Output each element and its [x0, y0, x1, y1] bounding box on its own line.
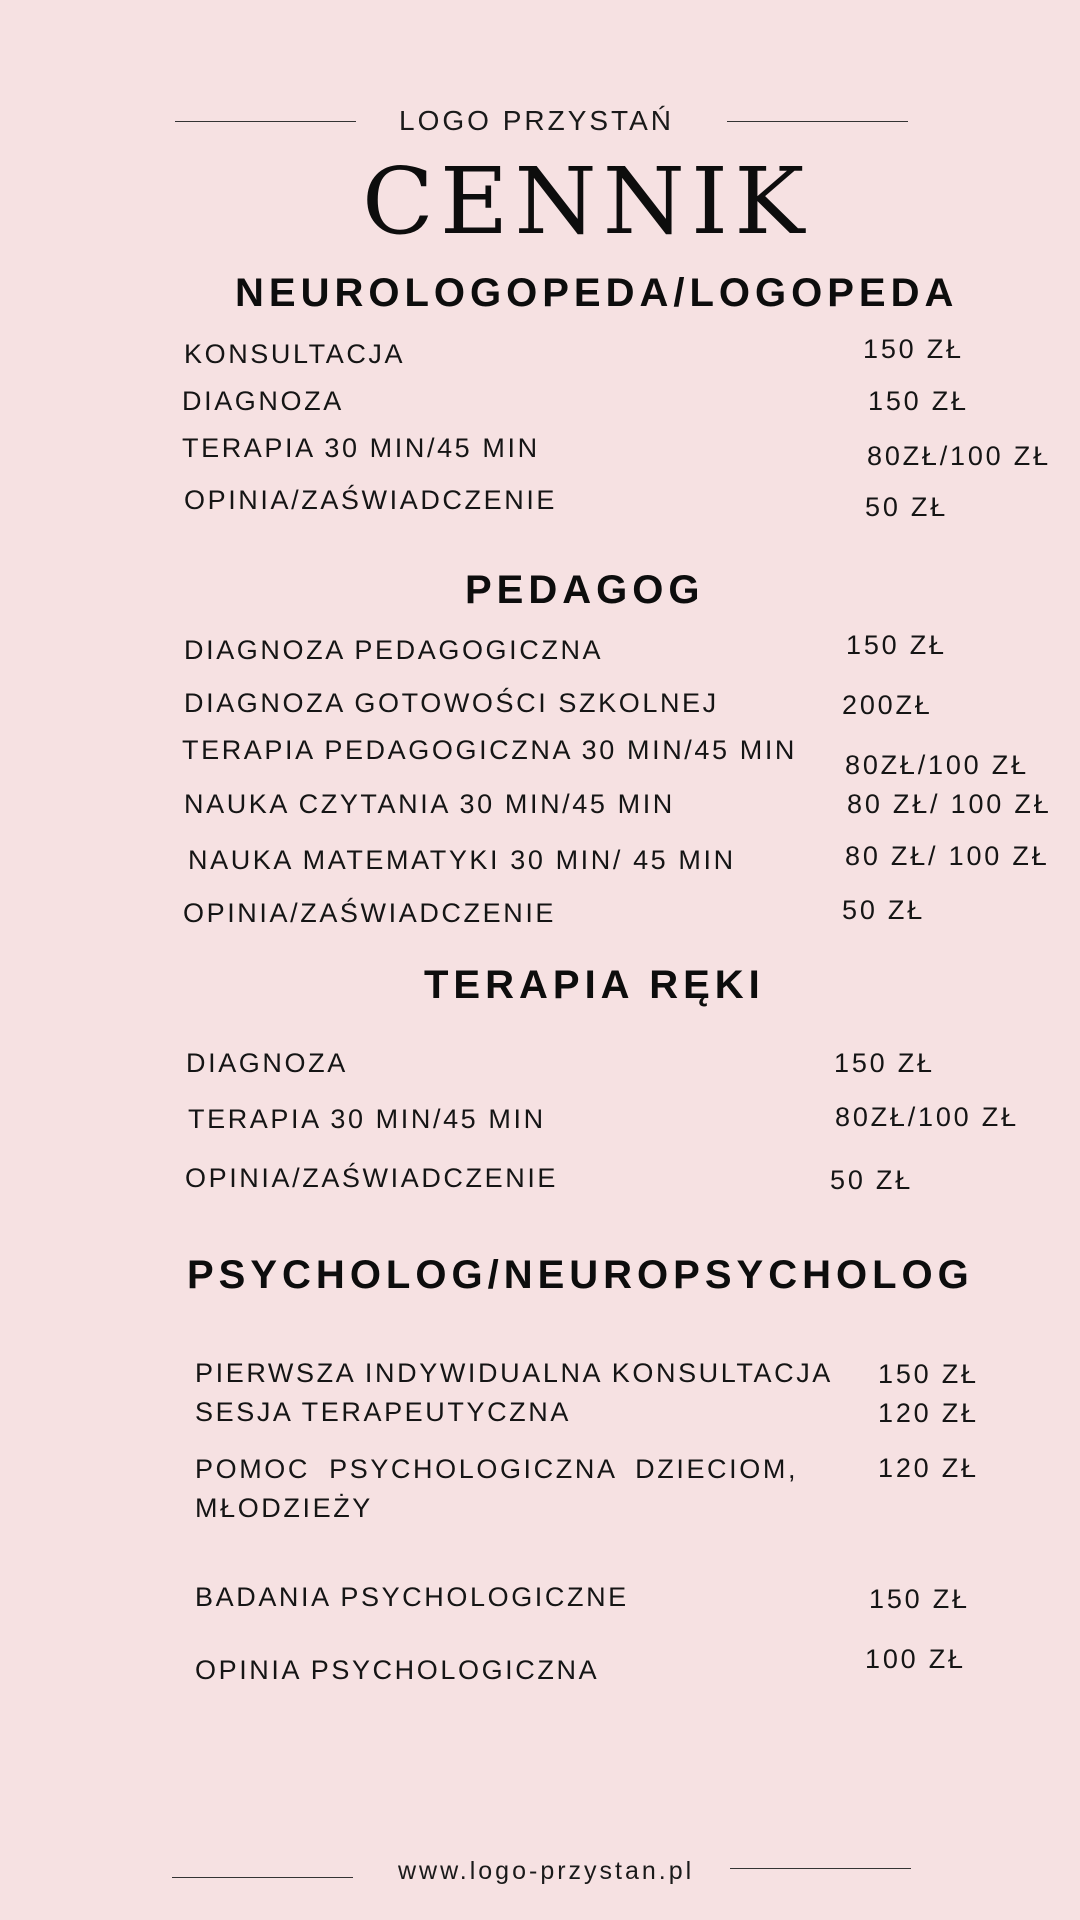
service-price: 80ZŁ/100 ZŁ	[835, 1102, 1019, 1132]
service-price: 150 ZŁ	[878, 1359, 979, 1389]
section-title-psycholog: PSYCHOLOG/NEUROPSYCHOLOG	[187, 1253, 974, 1297]
service-price: 80 ZŁ/ 100 ZŁ	[847, 789, 1052, 819]
service-name: PIERWSZA INDYWIDUALNA KONSULTACJA	[195, 1358, 833, 1388]
header-divider-right	[727, 121, 908, 122]
service-name: KONSULTACJA	[184, 339, 406, 369]
header-divider-left	[175, 121, 356, 122]
service-price: 80ZŁ/100 ZŁ	[845, 750, 1029, 780]
service-name: BADANIA PSYCHOLOGICZNE	[195, 1582, 629, 1612]
service-price: 150 ZŁ	[846, 630, 947, 660]
service-price: 120 ZŁ	[878, 1398, 979, 1428]
service-price: 150 ZŁ	[868, 386, 969, 416]
service-name: DIAGNOZA GOTOWOŚCI SZKOLNEJ	[184, 688, 719, 718]
service-price: 80ZŁ/100 ZŁ	[867, 441, 1051, 471]
service-price: 150 ZŁ	[869, 1584, 970, 1614]
service-name: NAUKA CZYTANIA 30 MIN/45 MIN	[184, 789, 675, 819]
service-name: POMOC PSYCHOLOGICZNA DZIECIOM, MŁODZIEŻY	[195, 1454, 799, 1523]
section-title-terapia-reki: TERAPIA RĘKI	[424, 963, 765, 1007]
service-price: 50 ZŁ	[842, 895, 926, 925]
service-price: 150 ZŁ	[834, 1048, 935, 1078]
service-price: 50 ZŁ	[830, 1165, 914, 1195]
service-price: 150 ZŁ	[863, 334, 964, 364]
service-price: 120 ZŁ	[878, 1453, 979, 1483]
service-name: OPINIA/ZAŚWIADCZENIE	[185, 1163, 559, 1193]
service-name: OPINIA PSYCHOLOGICZNA	[195, 1655, 600, 1685]
service-name: DIAGNOZA PEDAGOGICZNA	[184, 635, 604, 665]
service-name: NAUKA MATEMATYKI 30 MIN/ 45 MIN	[188, 845, 736, 875]
footer-divider-right	[730, 1868, 911, 1869]
service-name: TERAPIA 30 MIN/45 MIN	[182, 433, 540, 463]
service-name: TERAPIA 30 MIN/45 MIN	[188, 1104, 546, 1134]
service-name: OPINIA/ZAŚWIADCZENIE	[184, 485, 558, 515]
footer-divider-left	[172, 1877, 353, 1878]
service-name: SESJA TERAPEUTYCZNA	[195, 1397, 571, 1427]
service-price: 200ZŁ	[842, 690, 933, 720]
service-price: 50 ZŁ	[865, 492, 949, 522]
brand-name: LOGO PRZYSTAŃ	[399, 105, 674, 136]
page-title: CENNIK	[362, 148, 811, 255]
service-name: DIAGNOZA	[186, 1048, 348, 1078]
service-price: 80 ZŁ/ 100 ZŁ	[845, 841, 1050, 871]
website-url[interactable]: www.logo-przystan.pl	[398, 1857, 695, 1885]
section-title-neurologopeda: NEUROLOGOPEDA/LOGOPEDA	[235, 271, 959, 315]
service-name: DIAGNOZA	[182, 386, 344, 416]
service-price: 100 ZŁ	[865, 1644, 966, 1674]
service-name: TERAPIA PEDAGOGICZNA 30 MIN/45 MIN	[182, 735, 798, 765]
section-title-pedagog: PEDAGOG	[465, 568, 705, 612]
service-name: OPINIA/ZAŚWIADCZENIE	[183, 898, 557, 928]
